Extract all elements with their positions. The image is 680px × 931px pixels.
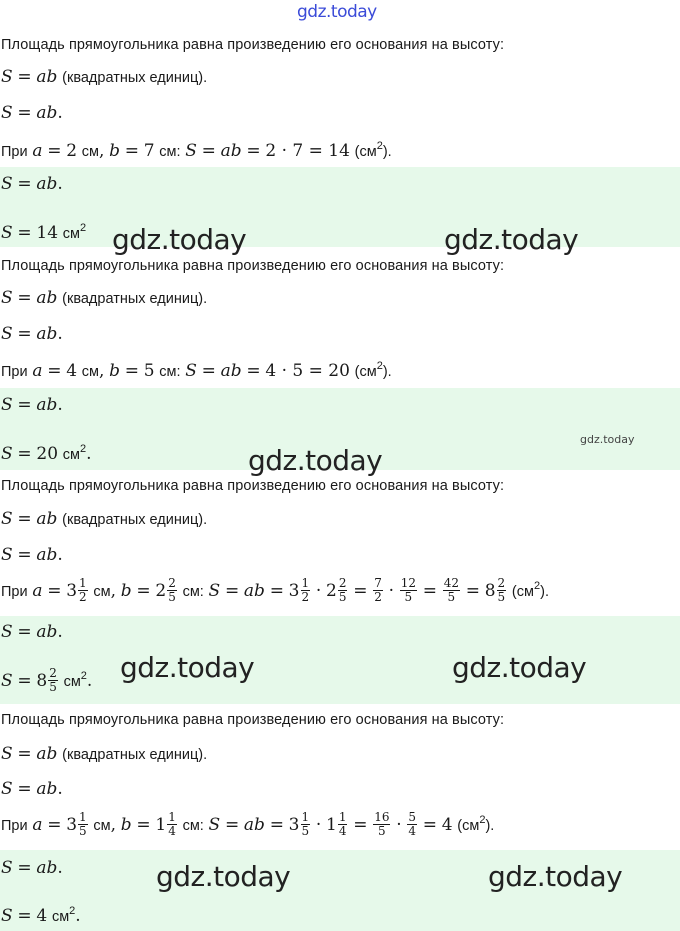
units-phrase: (квадратных единиц). — [62, 70, 208, 86]
formula-line-2: S = ab (квадратных единиц). — [1, 288, 208, 308]
calc-line-1: При a = 2 см, b = 7 см: S = ab = 2 · 7 = 14 $(см^2)$. — [1, 140, 392, 161]
formula-short-2: S = ab. — [1, 324, 63, 344]
answer-value-4: S = 4 $см^2$. — [1, 905, 81, 926]
calc-line-3: При a = 3 $\frac{1}{2}$ см, b = 2 $\frac{2}{5}$ см: S = ab = 3 $\frac{1}{2}$ · 2 $\frac{2}{5}$ = $\frac{7}{2}$ · $\frac{12}{5}$ = $\frac{42}{5}$ = 8 $\frac{2}{5}$ $(см^2)$. — [1, 576, 549, 604]
watermark: gdz.today — [156, 860, 291, 893]
calc-line-4: При a = 3 $\frac{1}{5}$ см, b = 1 $\frac{1}{4}$ см: S = ab = 3 $\frac{1}{5}$ · 1 $\frac{1}{4}$ = $\frac{16}{5}$ · $\frac{5}{4}$ = 4 $(см^2)$. — [1, 810, 495, 838]
watermark-small: gdz.today — [580, 433, 635, 446]
answer-formula-2: S = ab. — [1, 395, 63, 415]
watermark: gdz.today — [120, 651, 255, 684]
formula-line-4: S = ab (квадратных единиц). — [1, 744, 208, 764]
intro-text-2: Площадь прямоугольника равна произведению его основания на высоту: — [1, 258, 505, 274]
answer-formula-4: S = ab. — [1, 858, 63, 878]
watermark: gdz.today — [112, 223, 247, 256]
watermark: gdz.today — [452, 651, 587, 684]
answer-value-2: S = 20 $см^2$. — [1, 443, 92, 464]
formula-line-1: S = ab (квадратных единиц). — [1, 67, 208, 87]
formula-short-4: S = ab. — [1, 779, 63, 799]
intro-text-3: Площадь прямоугольника равна произведению его основания на высоту: — [1, 478, 505, 494]
answer-formula-3: S = ab. — [1, 622, 63, 642]
formula-short-1: S = ab. — [1, 103, 63, 123]
formula-line-3: S = ab (квадратных единиц). — [1, 509, 208, 529]
answer-value-3: S = 8 $\frac{2}{5}$ $см^2$. — [1, 666, 93, 694]
intro-text-4: Площадь прямоугольника равна произведению его основания на высоту: — [1, 712, 505, 728]
watermark-top: gdz.today — [297, 2, 377, 22]
watermark: gdz.today — [444, 223, 579, 256]
watermark: gdz.today — [488, 860, 623, 893]
calc-line-2: При a = 4 см, b = 5 см: S = ab = 4 · 5 = 20 $(см^2)$. — [1, 360, 392, 381]
formula-short-3: S = ab. — [1, 545, 63, 565]
answer-formula-1: S = ab. — [1, 174, 63, 194]
answer-value-1: S = 14 $см^2$ — [1, 222, 87, 243]
watermark: gdz.today — [248, 444, 383, 477]
intro-text-1: Площадь прямоугольника равна произведению его основания на высоту: — [1, 37, 505, 53]
